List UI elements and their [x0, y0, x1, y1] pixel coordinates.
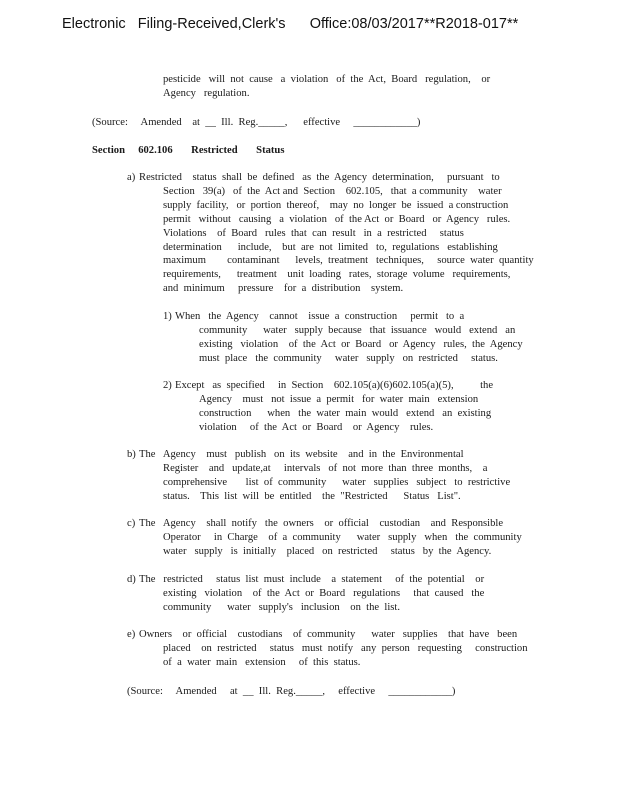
- paragraph-a: [127, 171, 567, 296]
- paragraph-label: d): [127, 574, 136, 585]
- text-line: status. This list will be entitled the "Restricted Status List".: [163, 490, 461, 502]
- text-line: Violations of Board rules that can result in a restricted status: [163, 227, 464, 239]
- text-line: permit without causing a violation of the Act or Board or Agency rules.: [163, 213, 511, 225]
- subparagraph-label: 1): [163, 311, 172, 322]
- paragraph-c: [127, 517, 567, 559]
- text-line: community water supply because that issuance would extend an: [199, 324, 516, 336]
- paragraph-b: [127, 448, 567, 504]
- text-line: Register and update,at intervals of not more than three months, a: [163, 462, 488, 474]
- text-line: Owners or official custodians of community water supplies that have been: [139, 629, 518, 640]
- text-line: Restricted status shall be defined as the Agency determination, pursuant to: [139, 172, 500, 183]
- source-text: (Source: Amended at __ Ill. Reg._____, effective ____________): [92, 117, 421, 128]
- text-line: existing violation of the Act or Board or Agency rules, the Agency: [199, 338, 523, 350]
- text-line: supply facility, or portion thereof, may no longer be issued a construction: [163, 199, 509, 211]
- source-note: [127, 685, 455, 699]
- text-line: Operator in Charge of a community water supply when the community: [163, 531, 522, 543]
- paragraph-e: [127, 628, 567, 670]
- paragraph-label: c): [127, 518, 136, 529]
- subparagraph-2: [163, 379, 563, 435]
- text-line: must place the community water supply on restricted status.: [199, 352, 498, 364]
- source-text: (Source: Amended at __ Ill. Reg._____, effective ____________): [127, 686, 456, 697]
- text-line: Agency must not issue a permit for water main extension: [199, 393, 479, 405]
- text-line: determination include, but are not limited to, regulations establishing: [163, 241, 498, 253]
- subparagraph-1: [163, 310, 563, 366]
- text-line: construction when the water main would extend an existing: [199, 407, 492, 419]
- text-line: requirements, treatment unit loading rates, storage volume requirements,: [163, 269, 511, 281]
- text-line: Except as specified in Section 602.105(a)(6)602.105(a)(5), the: [175, 380, 494, 391]
- paragraph-d: [127, 573, 567, 615]
- paragraph-label: b): [127, 449, 136, 460]
- text-line: water supply is initially placed on restricted status by the Agency.: [163, 545, 492, 557]
- subparagraph-label: 2): [163, 380, 172, 391]
- text-line: community water supply's inclusion on the list.: [163, 601, 401, 613]
- filing-header-text: Electronic Filing-Received,Clerk's Office:08/03/2017**R2018-017**: [62, 16, 519, 32]
- text-line: The restricted status list must include a statement of the potential or: [139, 574, 485, 585]
- text-line: Agency regulation.: [163, 87, 250, 99]
- intro-continuation: [163, 73, 490, 101]
- text-line: The Agency must publish on its website and in the Environmental: [139, 449, 464, 460]
- text-line: and minimum pressure for a distribution system.: [163, 283, 404, 295]
- text-line: existing violation of the Act or Board regulations that caused the: [163, 587, 485, 599]
- filing-header: [62, 16, 612, 32]
- text-line: The Agency shall notify the owners or official custodian and Responsible: [139, 518, 504, 529]
- section-heading-text: Section 602.106 Restricted Status: [92, 145, 285, 156]
- source-note: [92, 116, 420, 130]
- text-line: Section 39(a) of the Act and Section 602.105, that a community water: [163, 185, 502, 197]
- paragraph-label: e): [127, 629, 136, 640]
- text-line: comprehensive list of community water supplies subject to restrictive: [163, 476, 511, 488]
- text-line: maximum contaminant levels, treatment techniques, source water quantity: [163, 255, 534, 267]
- section-heading: [92, 144, 284, 158]
- text-line: placed on restricted status must notify any person requesting construction: [163, 642, 528, 654]
- text-line: of a water main extension of this status.: [163, 656, 361, 668]
- paragraph-label: a): [127, 172, 136, 183]
- text-line: When the Agency cannot issue a construction permit to a: [175, 311, 465, 322]
- text-line: violation of the Act or Board or Agency rules.: [199, 421, 434, 433]
- text-line: pesticide will not cause a violation of the Act, Board regulation, or: [163, 74, 491, 85]
